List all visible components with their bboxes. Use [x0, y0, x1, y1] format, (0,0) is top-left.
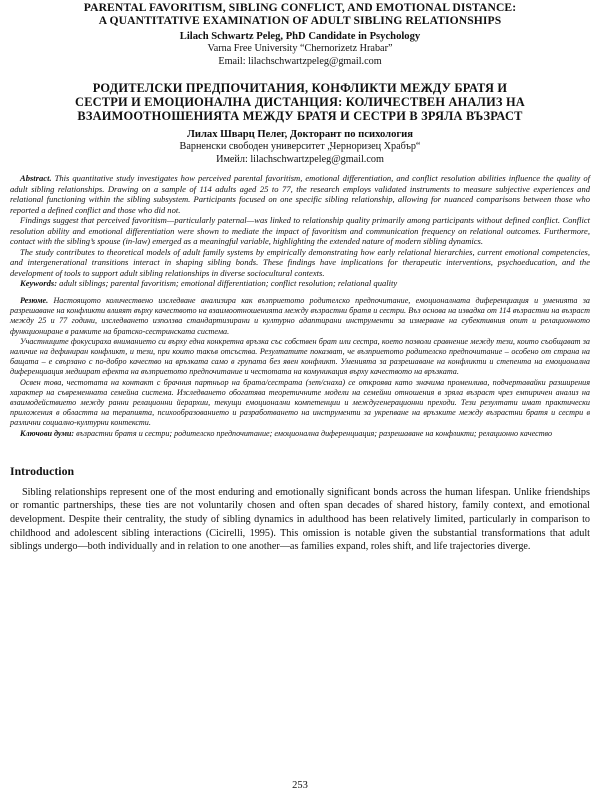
rezyume-paragraph-1 [10, 296, 590, 337]
abstract-paragraph-1 [10, 173, 590, 215]
email-english: Email: lilachschwartzpeleg@gmail.com [218, 55, 382, 67]
rezyume-paragraph-2: Участниците фокусираха вниманието си върху една конкретна връзка със собствен брат или сестра, което позволи сравнение между тези, които съобщават за наличие на дефиниран конфликт, и тези, при които такъв отсъства. Резултатите показват, че възприетото родителско предпочитание – особено от страна на бащата – е свързано с по-добро качество на връзката само в групата без явен конфликт. Уменията за разрешаване на конфликти и степента на емоционална диференциация медиират ефекта на възприетото предпочитание и честотата на комуникация върху качеството на връзката. [10, 336, 590, 377]
page-number: 253 [292, 780, 308, 791]
title-bulgarian-line1: РОДИТЕЛСКИ ПРЕДПОЧИТАНИЯ, КОНФЛИКТИ МЕЖДУ БРАТЯ И [92, 81, 508, 95]
title-english [10, 1, 590, 27]
rezyume-label: Резюме. [20, 296, 49, 306]
keywords-label: Keywords: [20, 278, 58, 289]
rezyume-keywords-text: възрастни братя и сестри; родителско предпочитание; емоционална диференциация; разрешаване на конфликти; релационно качество [74, 428, 553, 438]
rezyume-text-1: Настоящото количествено изследване анализира как възприетото родителско предпочитание, емоционалната диференциация и уменията за разрешаване на конфликти влияят върху качеството на взаимоотношенията между възрастни братя и сестри. Въз основа на извадка от 114 възрастни на възраст между 25 и 77 години, изследването използва стандартизирани и културно адаптирани инструменти за измерване на субективния опит и релационното функциониране в рамките на братско-сестринската система. [10, 296, 590, 336]
abstract-keywords [10, 278, 590, 289]
title-english-line1: PARENTAL FAVORITISM, SIBLING CONFLICT, AND EMOTIONAL DISTANCE: [83, 1, 517, 14]
rezyume-paragraph-3: Освен това, честотата на контакт с брачния партньор на брата/сестрата (зет/снаха) се откроява като значима променлива, подчертавайки разширения характер на съвременната семейна система. Изследването обогатява теоретичните модели на семейни отношения в зряла възраст чрез емпиричен анализ на взаимодействието между ранни релационни йерархии, текущи емоционални компетенции и междугенерационни преходи. Тези резултати имат практически приложения в областта на терапията, психообразованието и разработването на инструменти за укрепване на връзките между възрастни братя и сестри в различни социално-културни контексти. [10, 377, 590, 428]
email-bulgarian: Имейл: lilachschwartzpeleg@gmail.com [216, 153, 384, 165]
abstract-text-1: This quantitative study investigates how perceived parental favoritism, emotional differentiation, and conflict resolution abilities influence the quality of adult sibling relationships. Drawing on a sample of 114 adults aged 25 to 77, the research employs validated instruments to measure subjective experiences and relational functioning within the sibling subsystem. Participants focused on one specific sibling relationship, allowing for nuanced comparisons between those who reported a defined conflict and those who did not. [10, 173, 590, 215]
title-bulgarian-line2: СЕСТРИ И ЕМОЦИОНАЛНА ДИСТАНЦИЯ: КОЛИЧЕСТВЕН АНАЛИЗ НА [75, 95, 525, 109]
header-english [10, 1, 590, 68]
title-bulgarian-line3: ВЗАИМООТНОШЕНИЯТА МЕЖДУ БРАТЯ И СЕСТРИ В ЗРЯЛА ВЪЗРАСТ [77, 109, 523, 123]
rezyume-keywords [10, 429, 590, 439]
rezyume-section [10, 296, 590, 439]
abstract-section [10, 173, 590, 289]
affiliation-english: Varna Free University “Chernorizetz Hrabar” [207, 43, 393, 54]
title-english-line2: A QUANTITATIVE EXAMINATION OF ADULT SIBLING RELATIONSHIPS [98, 14, 502, 27]
introduction-paragraph-1: Sibling relationships represent one of the most enduring and emotionally significant bonds across the human lifespan. Unlike friendships or romantic partnerships, these ties are not voluntarily chosen and often span decades of shared history, family context, and emotional development. Despite their centrality, the study of sibling dynamics in adulthood has been relatively limited, particularly in comparison to childhood and adolescent sibling interactions (Cicirelli, 1995). This omission is notable given the substantial transformations that adult siblings undergo—both individually and in relation to one another—as families expand, roles shift, and life trajectories diverge. [10, 486, 590, 553]
title-bulgarian [10, 81, 590, 123]
rezyume-keywords-label: Ключови думи: [20, 428, 75, 438]
header-bulgarian [10, 81, 590, 166]
abstract-paragraph-2: Findings suggest that perceived favoritism—particularly paternal—was linked to relationship quality primarily among participants without defined conflict. Conflict resolution ability and emotional differentiation were shown to mediate the impact of favoritism and communication frequency on relational outcomes. Furthermore, contact with the sibling’s spouse (in-law) emerged as a meaningful variable, highlighting the extended nature of modern sibling dynamics. [10, 215, 590, 247]
affiliation-bulgarian: Варненски свободен университет „Черноризец Храбър“ [179, 141, 421, 152]
abstract-paragraph-3: The study contributes to theoretical models of adult family systems by empirically demonstrating how early relational hierarchies, current emotional competencies, and intergenerational transitions interact in shaping sibling bonds. These findings have implications for therapeutic interventions, psychoeducation, and the development of tools to support adult sibling relationships in diverse sociocultural contexts. [10, 246, 590, 278]
introduction-section [10, 486, 590, 554]
introduction-heading: Introduction [10, 463, 75, 478]
author-bulgarian: Лилах Шварц Пелег, Докторант по психология [186, 129, 414, 140]
author-english: Lilach Schwartz Peleg, PhD Candidate in Psychology [179, 31, 421, 42]
keywords-text: adult siblings; parental favoritism; emotional differentiation; conflict resolution; relational quality [57, 278, 398, 289]
abstract-label: Abstract. [20, 173, 52, 183]
